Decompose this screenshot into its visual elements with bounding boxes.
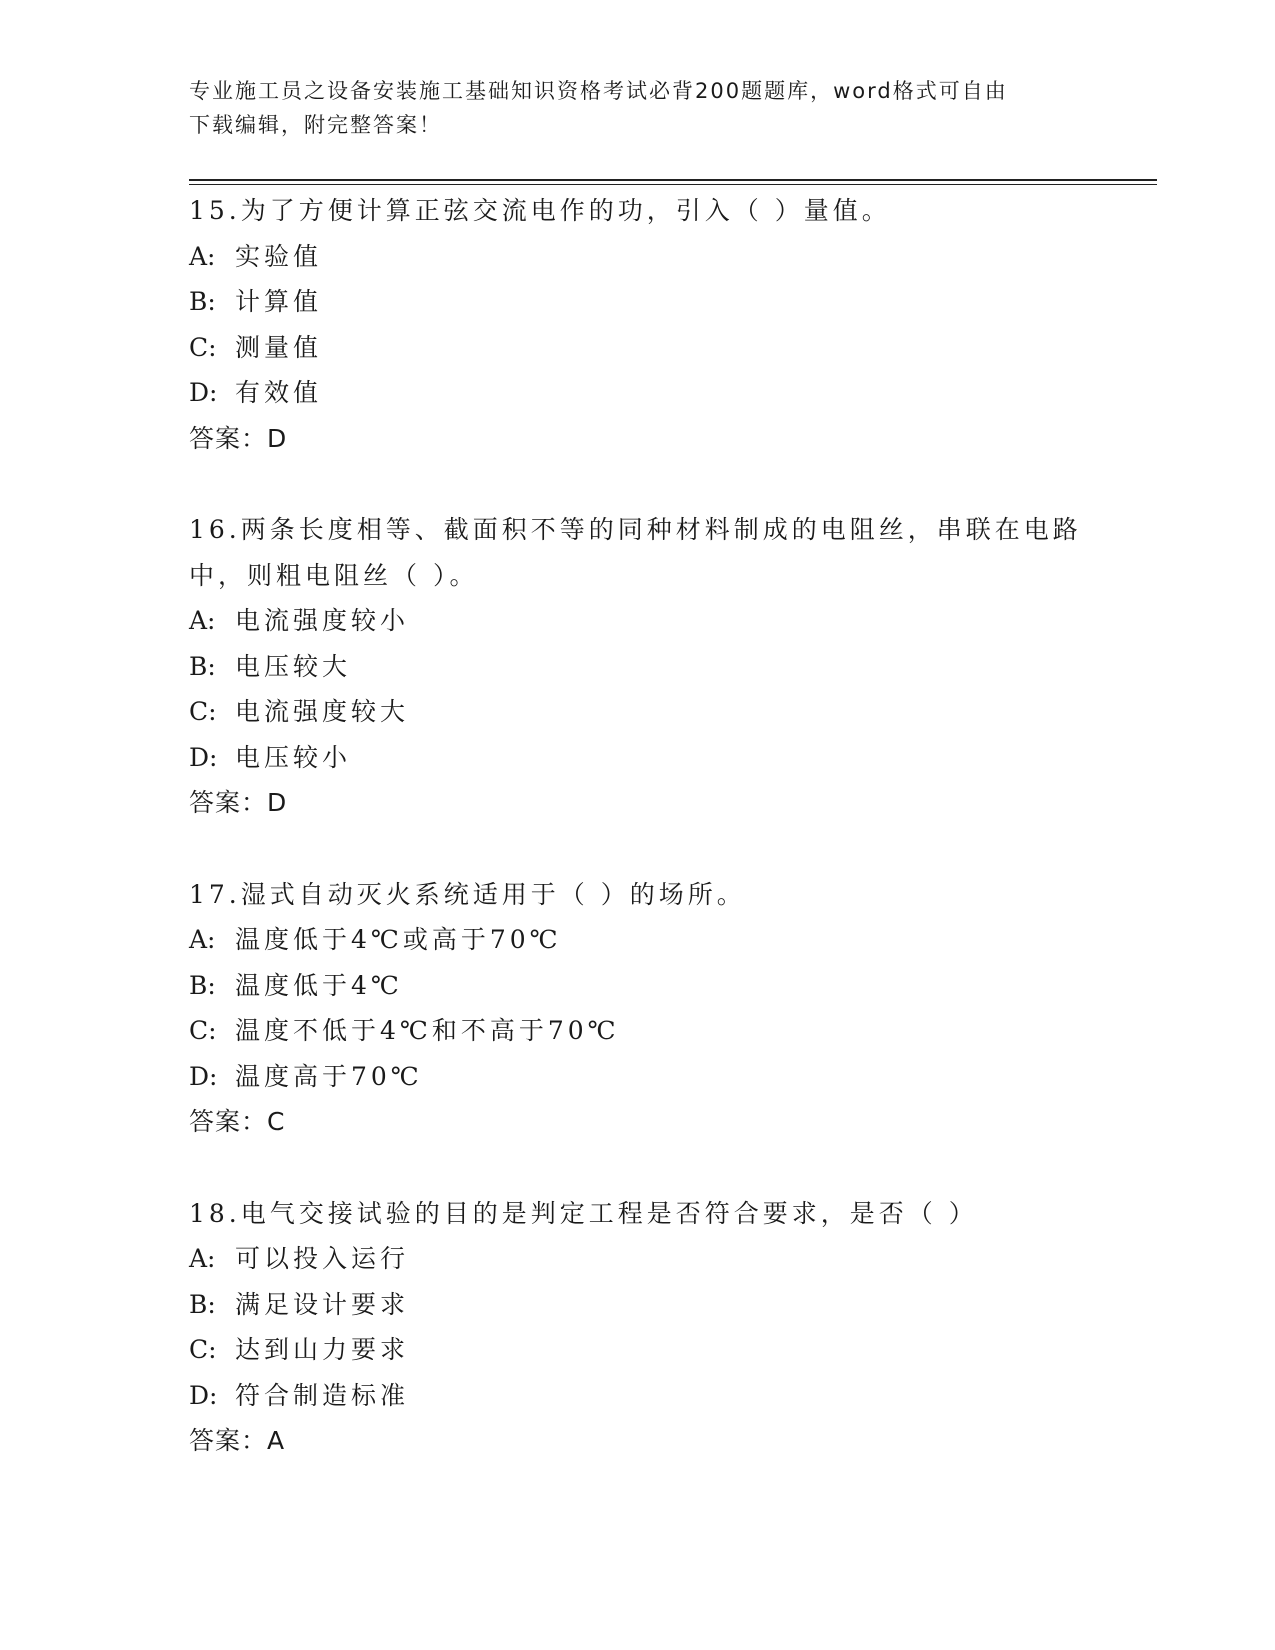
option-text: 电压较小 bbox=[235, 742, 352, 772]
option-letter: D: bbox=[189, 1061, 218, 1091]
option-letter: C: bbox=[189, 1016, 217, 1045]
option-c bbox=[189, 1327, 1089, 1373]
option-letter: B: bbox=[189, 287, 216, 316]
option-letter: C: bbox=[189, 697, 217, 726]
option-a bbox=[189, 234, 1089, 280]
option-letter: A: bbox=[189, 1244, 216, 1273]
option-text: 有效值 bbox=[235, 378, 323, 407]
option-text: 电压较大 bbox=[235, 651, 352, 681]
option-letter: C: bbox=[189, 332, 217, 362]
header-divider-thin bbox=[189, 184, 1157, 185]
option-text: 温度高于70℃ bbox=[235, 1061, 423, 1091]
option-c bbox=[189, 325, 1089, 371]
option-b bbox=[189, 644, 1089, 690]
option-a bbox=[189, 1236, 1089, 1282]
option-text: 电流强度较小 bbox=[235, 606, 410, 635]
option-letter: C: bbox=[189, 1335, 217, 1364]
option-b bbox=[189, 1282, 1089, 1328]
question-stem bbox=[189, 507, 1089, 598]
question-text: 为了方便计算正弦交流电作的功，引入（ ）量值。 bbox=[240, 196, 891, 225]
question-text: 两条长度相等、截面积不等的同种材料制成的电阻丝，串联在电路中，则粗电阻丝（ ）。 bbox=[189, 515, 1082, 590]
question-text: 湿式自动灭火系统适用于（ ）的场所。 bbox=[240, 879, 746, 909]
option-text: 温度低于4℃或高于70℃ bbox=[235, 925, 562, 954]
option-b bbox=[189, 963, 1089, 1009]
question-item bbox=[189, 1191, 1089, 1464]
question-number: 16. bbox=[189, 515, 241, 544]
question-text: 电气交接试验的目的是判定工程是否符合要求，是否（ ） bbox=[240, 1198, 978, 1228]
answer-line: 答案：D bbox=[189, 423, 288, 453]
question-stem bbox=[189, 188, 1089, 234]
option-b bbox=[189, 279, 1089, 325]
option-letter: A: bbox=[189, 606, 216, 635]
option-text: 测量值 bbox=[235, 332, 323, 362]
option-letter: D: bbox=[189, 1380, 218, 1410]
option-d bbox=[189, 370, 1089, 416]
question-stem bbox=[189, 872, 1089, 918]
question-item bbox=[189, 507, 1089, 826]
question-number: 15. bbox=[189, 196, 241, 225]
option-text: 电流强度较大 bbox=[235, 697, 410, 726]
question-stem bbox=[189, 1191, 1089, 1237]
option-a bbox=[189, 598, 1089, 644]
header-divider-thick bbox=[189, 179, 1157, 181]
answer-line: 答案：C bbox=[189, 1107, 286, 1136]
option-d bbox=[189, 1373, 1089, 1419]
option-letter: B: bbox=[189, 970, 216, 1000]
question-number: 17. bbox=[189, 879, 241, 909]
option-text: 满足设计要求 bbox=[235, 1289, 410, 1319]
answer-line: 答案：D bbox=[189, 788, 288, 817]
option-letter: D: bbox=[189, 742, 218, 772]
option-c bbox=[189, 1008, 1089, 1054]
question-item bbox=[189, 872, 1089, 1145]
option-text: 温度不低于4℃和不高于70℃ bbox=[235, 1016, 620, 1045]
option-letter: A: bbox=[189, 925, 216, 954]
question-list bbox=[189, 188, 1089, 1510]
option-d bbox=[189, 1054, 1089, 1100]
question-item bbox=[189, 188, 1089, 461]
option-text: 达到山力要求 bbox=[235, 1335, 410, 1364]
option-letter: D: bbox=[189, 378, 218, 407]
option-text: 实验值 bbox=[235, 241, 323, 271]
question-number: 18. bbox=[189, 1198, 241, 1228]
option-c bbox=[189, 689, 1089, 735]
option-letter: B: bbox=[189, 651, 216, 681]
option-d bbox=[189, 735, 1089, 781]
header-line-1: 专业施工员之设备安装施工基础知识资格考试必背200题题库，word格式可自由 bbox=[189, 79, 1008, 103]
option-letter: A: bbox=[189, 241, 216, 271]
document-header bbox=[189, 74, 1089, 142]
option-text: 温度低于4℃ bbox=[235, 970, 403, 1000]
option-text: 计算值 bbox=[235, 287, 323, 316]
option-text: 符合制造标准 bbox=[235, 1380, 410, 1410]
answer-line: 答案：A bbox=[189, 1426, 286, 1455]
header-line-2: 下载编辑，附完整答案！ bbox=[189, 113, 442, 137]
option-a bbox=[189, 917, 1089, 963]
option-letter: B: bbox=[189, 1289, 216, 1319]
option-text: 可以投入运行 bbox=[235, 1244, 410, 1273]
